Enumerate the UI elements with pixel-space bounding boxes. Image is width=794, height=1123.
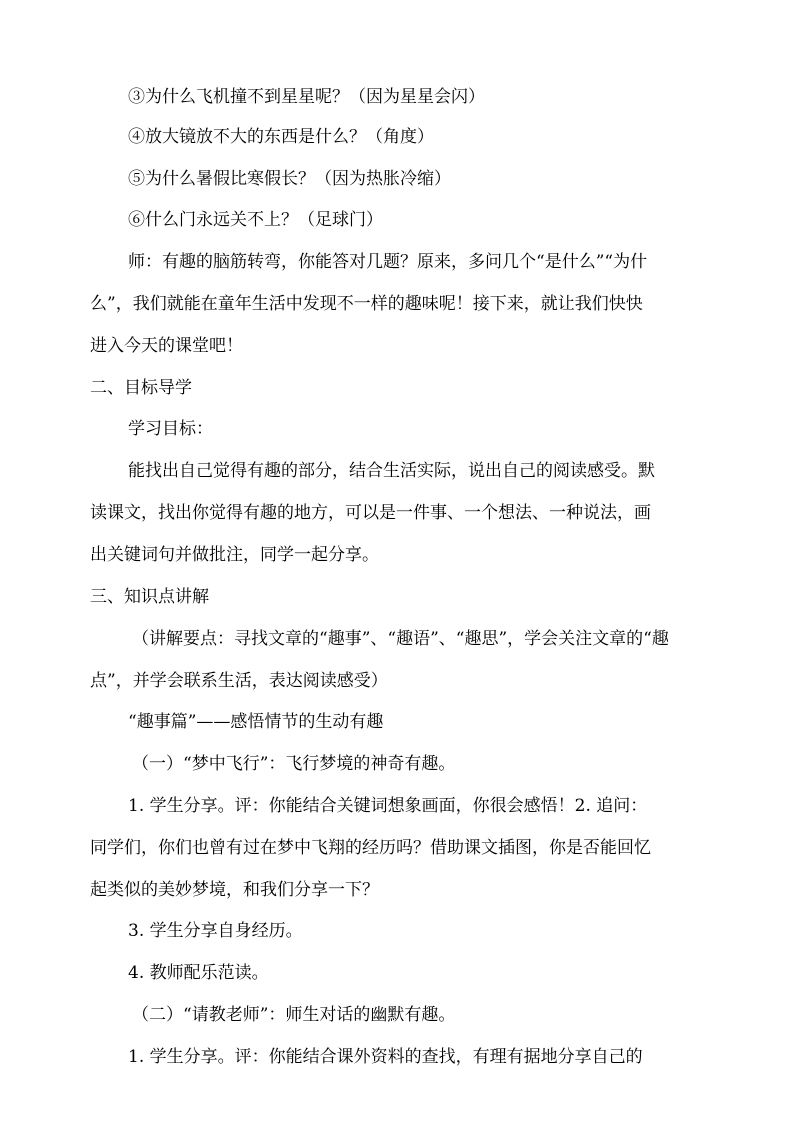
goals-paragraph-line-2: 读课文，找出你觉得有趣的地方，可以是一件事、一个想法、一种说法，画 <box>90 503 651 523</box>
teacher-paragraph-line-1: 师：有趣的脑筋转弯，你能答对几题？原来，多问几个“是什么”“为什 <box>128 252 648 272</box>
dream-step-1-line-2: 同学们，你们也曾有过在梦中飞翔的经历吗？借助课文插图，你是否能回忆 <box>90 838 651 858</box>
riddle-4: ④放大镜放不大的东西是什么？（角度） <box>128 127 434 147</box>
riddle-6: ⑥什么门永远关不上？（足球门） <box>128 210 383 230</box>
key-points-line-1: （讲解要点：寻找文章的“趣事”、“趣语”、“趣思”，学会关注文章的“趣 <box>132 629 669 649</box>
dream-step-4: 4. 教师配乐范读。 <box>128 963 269 983</box>
dream-step-3: 3. 学生分享自身经历。 <box>128 921 303 941</box>
section-heading-goals: 二、目标导学 <box>90 378 192 398</box>
riddle-3: ③为什么飞机撞不到星星呢？（因为星星会闪） <box>128 87 485 107</box>
teacher-paragraph-line-3: 进入今天的课堂吧！ <box>90 336 243 356</box>
fun-events-heading: “趣事篇”——感悟情节的生动有趣 <box>128 712 384 732</box>
learning-goals-label: 学习目标： <box>128 419 213 439</box>
goals-paragraph-line-3: 出关键词句并做批注，同学一起分享。 <box>90 545 379 565</box>
subsection-dream-flight: （一）“梦中飞行”：飞行梦境的神奇有趣。 <box>132 754 456 774</box>
riddle-5: ⑤为什么暑假比寒假长？（因为热胀冷缩） <box>128 169 451 189</box>
teacher-paragraph-line-2: 么”，我们就能在童年生活中发现不一样的趣味呢！接下来，就让我们快快 <box>90 294 643 314</box>
key-points-line-2: 点”，并学会联系生活，表达阅读感受） <box>90 671 388 691</box>
goals-paragraph-line-1: 能找出自己觉得有趣的部分，结合生活实际，说出自己的阅读感受。默 <box>128 461 655 481</box>
subsection-ask-teacher: （二）“请教老师”：师生对话的幽默有趣。 <box>132 1005 456 1025</box>
dream-step-1-line-3: 起类似的美妙梦境，和我们分享一下？ <box>90 880 379 900</box>
section-heading-knowledge: 三、知识点讲解 <box>90 587 209 607</box>
teacher-step-1: 1. 学生分享。评：你能结合课外资料的查找，有理有据地分享自己的 <box>128 1047 643 1067</box>
dream-step-1-line-1: 1. 学生分享。评：你能结合关键词想象画面，你很会感悟！2. 追问： <box>128 796 648 816</box>
